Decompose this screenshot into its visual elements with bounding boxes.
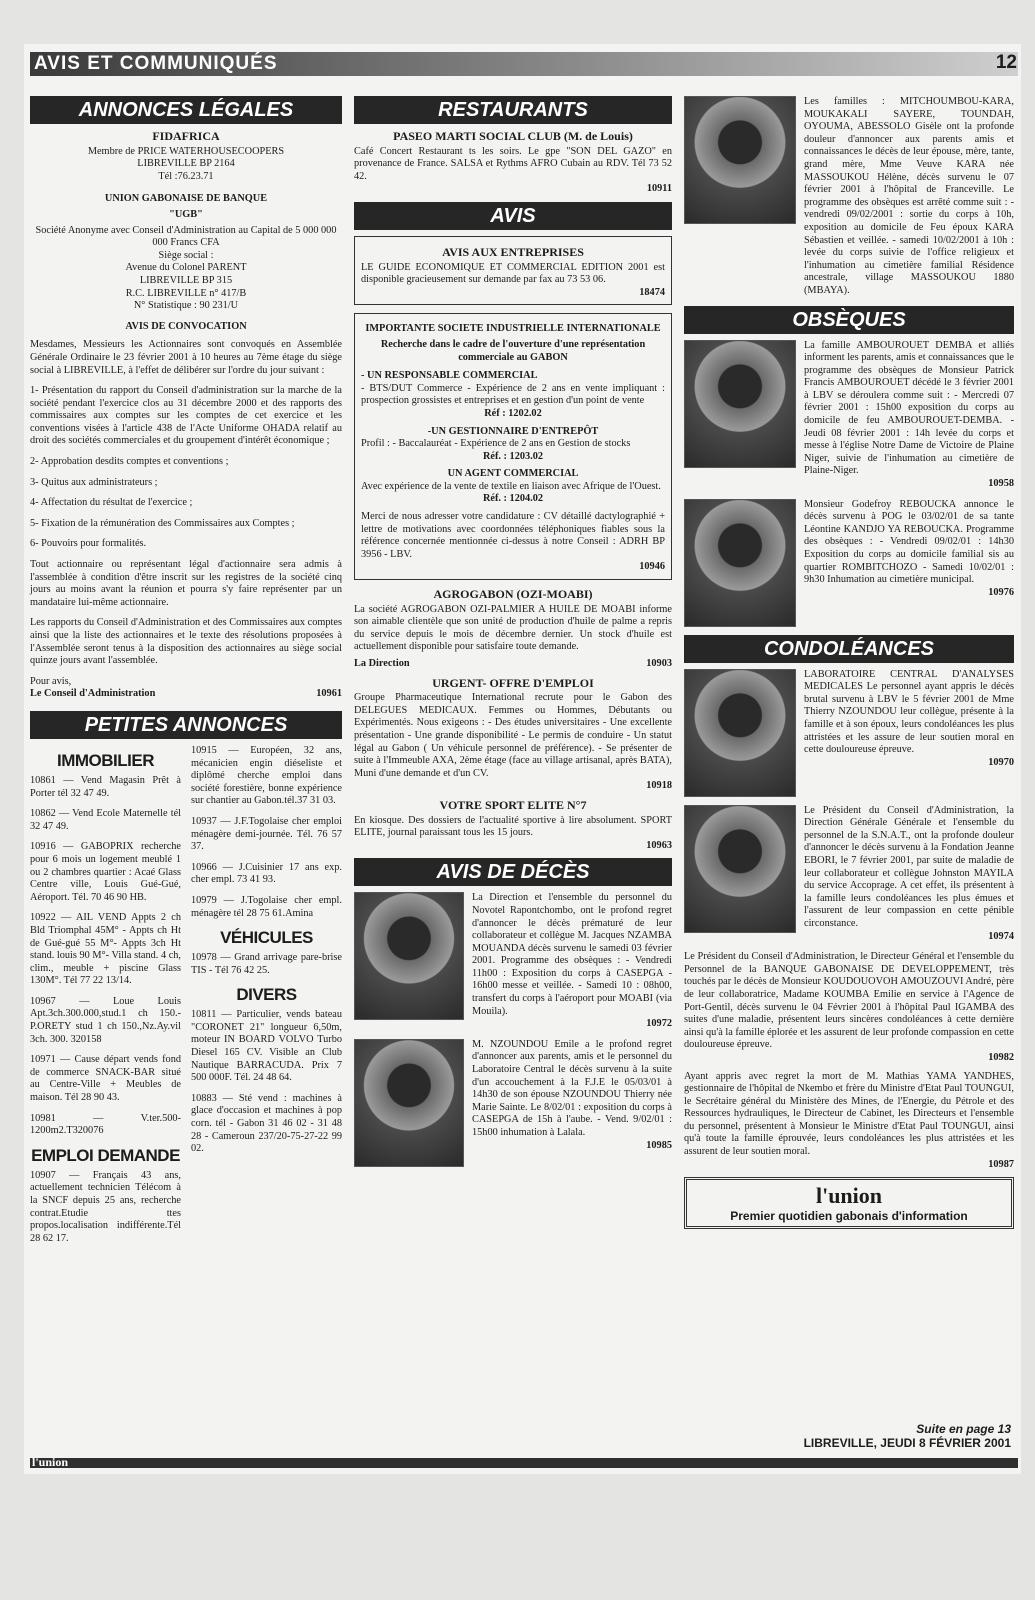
band-condoleances: CONDOLÉANCES bbox=[684, 635, 1014, 663]
section-header-bar bbox=[30, 52, 1018, 76]
job-close: Merci de nous adresser votre candidature : CV détaillé dactylographié + lettre de motivations avec coordonnées téléphoniques fiables sous la référence concernée mentionnée ci-dessus à notre Conseil : ADRH BP 3956 - LBV. bbox=[361, 511, 665, 560]
band-restaurants: RESTAURANTS bbox=[354, 96, 672, 124]
classified-ad: 10922 — AIL VEND Appts 2 ch Bld Triomphal 45M° - Appts ch Ht de Gué-gué 55 M°- Appts 3ch Ht stand. louis 90 M°- Villa stand. 4 ch, clim., meuble + piscine Glass 130M°. Tél 77 22 13/14. bbox=[30, 912, 181, 987]
heading-vehicules: VÉHICULES bbox=[220, 928, 313, 948]
ad-title: URGENT- OFFRE D'EMPLOI bbox=[432, 675, 594, 690]
ad-text: La société AGROGABON OZI-PALMIER A HUILE DE MOABI informe son aimable clientèle que son unité de production d'huile de palme a repris du service depuis le mois de décembre dernier. Un stock d'huile est actuellement disponible pour satisfaire toute demande. bbox=[354, 603, 672, 653]
job-reference: Réf. : 1204.02 bbox=[482, 493, 544, 505]
funeral-notice bbox=[684, 499, 1014, 627]
portrait-photo bbox=[354, 892, 464, 1020]
fidafrica-line: Membre de PRICE WATERHOUSECOOPERS bbox=[87, 145, 285, 157]
portrait-photo bbox=[684, 499, 796, 627]
ugb-line: N° Statistique : 90 231/U bbox=[133, 300, 239, 312]
band-avis-deces: AVIS DE DÉCÈS bbox=[354, 858, 672, 886]
ad-reference: 10976 bbox=[988, 586, 1014, 598]
death-notice bbox=[354, 1039, 672, 1167]
paragraph: Tout actionnaire ou représentant légal d'actionnaire sera admis à l'assemblée à condition d'être inscrit sur les registres de la société cinq jours au moins avant la réunion et pourra s'y faire représenter par un mandataire lui-même actionnaire. bbox=[30, 559, 342, 608]
job-offer-box bbox=[354, 313, 672, 580]
classified-ad: 10883 — Sté vend : machines à glace d'occasion et machines à pop corn. tél - Gabon 31 46 02 - 31 48 28 - Cameroun 237/20-75-27-22 99 02. bbox=[191, 1092, 342, 1155]
ad-signature: La Direction bbox=[354, 658, 410, 669]
ad-text: Café Concert Restaurant ts les soirs. Le gpe "SON DEL GAZO" en provenance de France. SALSA et Rythms AFRO Cubain au RDV. Tél 73 52 42. bbox=[354, 145, 672, 182]
ad-subtitle: Recherche dans le cadre de l'ouverture d'une représentation commerciale au GABON bbox=[380, 338, 646, 363]
job-text: Profil : - Baccalauréat - Expérience de 2 ans en Gestion de stocks bbox=[361, 438, 631, 450]
ad-text: En kiosque. Des dossiers de l'actualité sportive à lire absolument. SPORT ELITE, journal paraissant tous les 15 jours. bbox=[354, 814, 672, 839]
family-notice bbox=[684, 96, 1014, 298]
paragraph: Les rapports du Conseil d'Administration et des Commissaires aux comptes ainsi que la liste des actionnaires et le texte des résolutions proposées à l'Assemblée seront tenus à la disposition des actionnaires au siège social quinze jours avant l'assemblée. bbox=[30, 617, 342, 667]
job-title: - UN RESPONSABLE COMMERCIAL bbox=[361, 370, 538, 382]
paragraph: 1- Présentation du rapport du Conseil d'administration sur la marche de la société pendant l'exercice clos au 31 décembre 2000 et des rapports des commissaires aux comptes sur les comptes de cet exercice et les conventions visées à l'article 438 de l'Acte Uniforme OHADA relatif au droit des sociétés commerciales et du groupement d'intérêt économique ; bbox=[30, 385, 342, 447]
notice-text: Les familles : MITCHOUMBOU-KARA, MOUKAKALI SAYERE, TOUNDAH, OYOUMA, ABESSOLO Gisèle ont la profonde douleur d'annoncer aux parents amis et connaissances le décès de leur épouse, mère, tante, grand mère, Mme Veuve KARA née MASSOUKOU Hélène, décès survenu le 07 février 2001 à l'hôpital de Franceville. Le programme des obsèques est arrêté comme suit : - vendredi 09/02/2001 : sortie du corps à 10h, exposition au domicile de Feu époux KARA Sébastien et veillée. - samedi 10/02/2001 à 10h : levée du corps suivie de l'office religieux et l'inhumation au cimetière familial Résidence ancestrale, village MASSOUKOU 1880 (MBAYA). bbox=[804, 96, 1014, 296]
condolence-notice bbox=[684, 805, 1014, 944]
notice-text: La famille AMBOUROUET DEMBA et alliés informent les parents, amis et connaissances que le programme des obsèques de Monsieur Patrick Francis AMBOUROUET décédé le 3 février 2001 à LBV se déroulera comme suit : - Mercredi 07 février 2001 : 15h00 exposition du corps au domicile de feu AMBOUROUET-DEMBA. - Jeudi 08 février 2001 : 14h levée du corps et messe à l'église Notre Dame de Victoire de Plaine Niger, suivie de l'inhumation au cimetière de Plaine-Niger. bbox=[804, 339, 1014, 477]
band-annonces-legales: ANNONCES LÉGALES bbox=[30, 96, 342, 124]
column-legal bbox=[30, 96, 342, 1253]
column-obseques bbox=[684, 96, 1014, 1229]
newspaper-page bbox=[24, 44, 1021, 1474]
ad-title: AVIS AUX ENTREPRISES bbox=[442, 244, 584, 259]
classified-ad: 10907 — Français 43 ans, actuellement technicien Télécom à la SNCF depuis 25 ans, recherche contrat.Etudie ttes propos.localisation indifférente.Tél 28 62 17. bbox=[30, 1169, 181, 1244]
paragraph: 2- Approbation desdits comptes et conventions ; bbox=[30, 456, 229, 468]
footer-brand: l'union bbox=[32, 1455, 69, 1469]
paragraph: Mesdames, Messieurs les Actionnaires sont convoqués en Assemblée Générale Ordinaire le 23 février 2001 à 10 heures au 7ème étage du siège social à LIBREVILLE, à l'effet de délibérer sur l'ordre du jour suivant : bbox=[30, 339, 342, 376]
ad-reference: 10963 bbox=[646, 839, 672, 851]
column-avis bbox=[354, 96, 672, 1175]
heading-immobilier: IMMOBILIER bbox=[57, 750, 154, 770]
notice-text: Le Président du Conseil d'Administration, le Directeur Général et l'ensemble du Personnel de la BANQUE GABONAISE DE DEVELOPPEMENT, très touchés par le décès de Monsieur KOUDOUOVOH AMOUZOUVI André, père de leur collaboratrice, Madame KOUMBA Emilie en service à l'Agence de Port-Gentil, décès survenu le 04 Février 2001 à l'hôpital Paul IGAMBA des suites d'une maladie, présentent leurs sincères condoléances à cette dernière ainsi qu'à la famille éplorée et les assurent de leur profonde compassion en cette douloureuse épreuve. bbox=[684, 951, 1014, 1051]
continued-note: Suite en page 13 bbox=[916, 1422, 1011, 1436]
union-logo: l'union bbox=[815, 1183, 883, 1209]
band-obseques: OBSÈQUES bbox=[684, 306, 1014, 334]
paragraph: 6- Pouvoirs pour formalités. bbox=[30, 538, 147, 550]
dateline: LIBREVILLE, JEUDI 8 FÉVRIER 2001 bbox=[803, 1436, 1011, 1450]
notice-text: Ayant appris avec regret la mort de M. Mathias YAMA YANDHES, gestionnaire de l'hôpital de Nkembo et frère du Ministre d'Etat Paul TOUNGUI, le Secrétaire général du Ministère des Mines, de l'Energie, du Pétrole et des Ressources hydrauliques, le Directeur de Cabinet, les Directeurs et l'ensemble du personnel, présentent à Monsieur le Ministre d'Etat Paul TOUNGUI, ainsi qu'à toute la famille éprouvée, leurs condoléances les plus attristées et les assurent de leur soutien moral. bbox=[684, 1070, 1014, 1158]
notice-text: M. NZOUNDOU Emile a le profond regret d'annoncer aux parents, amis et le personnel du Laboratoire Central le décès survenu à la suite d'un accouchement à la F.J.E le 05/03/01 à 14h30 de son épouse NZOUNDOU Thierry née Marie Sainte. Le 8/02/01 : exposition du corps à CASEPGA de 15h à l'aube. - Vend. 9/02/01 : 15h00 inhumation à Lalala. bbox=[472, 1038, 672, 1138]
ad-text: Groupe Pharmaceutique International recrute pour le Gabon des DELEGUES MEDICAUX. Femmes ou Hommes, Débutants ou Expérimentés. Nous exigeons : - Des études universitaires - Une excellente présentation - Une grande disponibilité - Le permis de conduire - Un statut légal au Gabon ( Un véhicule personnel de préférence). - Se présenter de suite à l'Immeuble AXA, 2ème étage (face au village artisanal, après BATA), Muni d'une demande et d'un CV. bbox=[354, 692, 672, 779]
classified-ad: 10862 — Vend Ecole Maternelle tél 32 47 49. bbox=[30, 808, 181, 832]
classified-ad: 10861 — Vend Magasin Prêt à Porter tél 32 47 49. bbox=[30, 774, 181, 799]
fidafrica-title: FIDAFRICA bbox=[152, 129, 220, 143]
classified-ad: 10978 — Grand arrivage pare-brise TIS - Tél 76 42 25. bbox=[191, 952, 342, 976]
paragraph: 3- Quitus aux administrateurs ; bbox=[30, 476, 158, 488]
job-reference: Réf : 1202.02 bbox=[484, 407, 542, 419]
ad-reference: 10970 bbox=[988, 756, 1014, 768]
classified-ad: 10937 — J.F.Togolaise cher emploi ménagère demi-journée. Tél. 76 57 37. bbox=[191, 815, 342, 853]
convocation-title: AVIS DE CONVOCATION bbox=[125, 320, 247, 332]
ad-reference: 10946 bbox=[639, 561, 665, 573]
classified-ad: 10981 — V.ter.500-1200m2.T320076 bbox=[30, 1112, 181, 1137]
ad-text: LE GUIDE ECONOMIQUE ET COMMERCIAL EDITION 2001 est disponible gracieusement sur demande par fax au 73 53 06. bbox=[361, 261, 665, 286]
paragraph: 4- Affectation du résultat de l'exercice ; bbox=[30, 497, 193, 509]
ugb-block bbox=[30, 193, 342, 333]
union-tagline: Premier quotidien gabonais d'information bbox=[730, 1209, 968, 1224]
ad-reference: 18474 bbox=[639, 286, 665, 298]
fidafrica-block bbox=[30, 130, 342, 183]
ugb-line: Siège social : bbox=[158, 249, 214, 261]
portrait-photo bbox=[684, 669, 796, 797]
ad-title: AGROGABON (OZI-MOABI) bbox=[433, 587, 593, 602]
union-promo-box bbox=[684, 1177, 1014, 1229]
closing-line: Pour avis, bbox=[30, 675, 72, 687]
portrait-photo bbox=[354, 1039, 464, 1167]
ugb-title: UNION GABONAISE DE BANQUE bbox=[104, 193, 268, 205]
funeral-notice bbox=[684, 340, 1014, 491]
section-title: AVIS ET COMMUNIQUÉS bbox=[34, 53, 278, 74]
heading-emploi-demande: EMPLOI DEMANDE bbox=[31, 1145, 180, 1165]
heading-divers: DIVERS bbox=[236, 985, 297, 1005]
portrait-photo bbox=[684, 96, 796, 224]
job-title: -UN GESTIONNAIRE D'ENTREPÔT bbox=[427, 425, 599, 437]
footer-info bbox=[804, 1422, 1011, 1450]
ad-title: PASEO MARTI SOCIAL CLUB (M. de Louis) bbox=[393, 129, 633, 143]
fidafrica-line: Tél :76.23.71 bbox=[158, 170, 214, 182]
avis-entreprises-box bbox=[354, 236, 672, 305]
fidafrica-line: LIBREVILLE BP 2164 bbox=[137, 158, 235, 170]
ad-reference: 10987 bbox=[988, 1158, 1014, 1170]
ad-reference: 10972 bbox=[646, 1018, 672, 1030]
classified-col bbox=[30, 745, 181, 1253]
ugb-line: Société Anonyme avec Conseil d'Administration au Capital de 5 000 000 000 Francs CFA bbox=[35, 224, 337, 249]
notice-text: Le Président du Conseil d'Administration, la Direction Générale Générale et l'ensemble du personnel de la S.N.A.T., ont la profonde douleur d'annoncer le décès survenu à la Fondation Jeanne EBORI, le 7 février 2001, par suite de maladie de leur collaborateur et collègue Johnston MAYILA du service Accoprage. A cet effet, ils présentent à la famille leurs condoléances les plus émues et l'assurent de leur compassion en cette pénible circonstance. bbox=[804, 804, 1014, 929]
band-avis: AVIS bbox=[354, 202, 672, 230]
closing-signature: Le Conseil d'Administration bbox=[30, 688, 156, 700]
death-notice bbox=[354, 892, 672, 1031]
ugb-line: Avenue du Colonel PARENT bbox=[125, 262, 247, 274]
ad-reference: 10974 bbox=[988, 930, 1014, 942]
classified-ad: 10979 — J.Togolaise cher empl. ménagère tél 28 75 61.Amina bbox=[191, 894, 342, 919]
ad-reference: 10958 bbox=[988, 478, 1014, 490]
job-reference: Réf. : 1203.02 bbox=[482, 450, 544, 462]
band-petites-annonces: PETITES ANNONCES bbox=[30, 711, 342, 739]
classified-ad: 10966 — J.Cuisinier 17 ans exp. cher empl. 73 41 93. bbox=[191, 861, 342, 886]
ad-title: VOTRE SPORT ELITE N°7 bbox=[439, 797, 587, 812]
classifieds bbox=[30, 745, 342, 1253]
paragraph: 5- Fixation de la rémunération des Commissaires aux Comptes ; bbox=[30, 517, 295, 529]
classified-ad: 10916 — GABOPRIX recherche pour 6 mois un logement meublé 1 ou 2 chambres quartier : Acaé Glass Centre ville, Louis Gué-Gué, Aéroport. Tél. 70 46 90 HB. bbox=[30, 841, 181, 903]
ad-title: IMPORTANTE SOCIETE INDUSTRIELLE INTERNATIONALE bbox=[365, 323, 661, 335]
classified-ad: 10971 — Cause départ vends fond de commerce SNACK-BAR situé au Centre-Ville + Meubles de maison. Tél 28 90 43. bbox=[30, 1054, 181, 1104]
condolence-notice bbox=[684, 669, 1014, 797]
notice-text: Monsieur Godefroy REBOUCKA annonce le décès survenu à POG le 03/02/01 de sa tante Léontine KANDJO YA REBOUCKA. Programme des obsèques : - Vendredi 09/02/01 : 14h30 Exposition du corps au domicile familial sis au quartier ROMBITCHOZO - Samedi 10/02/01 : 9h30 Inhumation au cimetière municipal. bbox=[804, 498, 1014, 586]
ugb-line: R.C. LIBREVILLE n° 417/B bbox=[125, 287, 247, 299]
ad-reference: 10903 bbox=[646, 658, 672, 669]
convocation-body bbox=[30, 339, 342, 701]
job-text: - BTS/DUT Commerce - Expérience de 2 ans en vente impliquant : prospection grossistes et entreprises et en gestion d'un point de vente bbox=[361, 382, 665, 407]
page-number: 12 bbox=[995, 52, 1017, 73]
job-text: Avec expérience de la vente de textile en liaison avec Afrique de l'Ouest. bbox=[361, 480, 661, 492]
ad-reference: 10982 bbox=[988, 1051, 1014, 1063]
portrait-photo bbox=[684, 340, 796, 468]
job-title: UN AGENT COMMERCIAL bbox=[447, 468, 579, 480]
ad-reference: 10985 bbox=[646, 1139, 672, 1151]
ad-reference: 10918 bbox=[646, 780, 672, 792]
classified-ad: 10967 — Loue Louis Apt.3ch.300.000,stud.1 ch 150.- P.ORETY stud 1 ch 150.,Nz.Ay.vil 3ch. 300. 320158 bbox=[30, 995, 181, 1045]
classified-ad: 10811 — Particulier, vends bateau "CORONET 21" longueur 6,50m, moteur IN BOARD VOLVO Turbo Diesel 165 CV. Visible an Club Nautique BARRACUDA. Prix 7 500 000F. Tél. 24 48 64. bbox=[191, 1009, 342, 1084]
footer-bar bbox=[30, 1455, 1018, 1469]
classified-ad: 10915 — Européen, 32 ans, mécanicien engin diéseliste et diplômé cherche emploi dans société forestière, bonne expérience sur chantier au Gabon.tél.37 31 03. bbox=[191, 744, 342, 807]
ad-reference: 10911 bbox=[646, 183, 672, 195]
portrait-photo bbox=[684, 805, 796, 933]
classified-col bbox=[191, 745, 342, 1253]
notice-text: LABORATOIRE CENTRAL D'ANALYSES MEDICALES Le personnel ayant appris le décès brutal survenu à LBV le 5 février 2001 de Mme Thierry NZOUNDOU leur collègue, présente à la famille et à son époux, leurs condoléances les plus attristées et les assure de leur soutien moral en cette douloureuse épreuve. bbox=[804, 668, 1014, 756]
notice-text: La Direction et l'ensemble du personnel du Novotel Rapontchombo, ont le profond regret d'annoncer le décès prématuré de leur collaborateur et collègue M. Jacques NZAMBA MOUANDA décès survenu le samedi 03 février 2001. Programme des obsèques : - Vendredi 11h00 : Exposition du corps à CASEPGA - 16h00 messe et veillée. - Samedi 10 : 08h00, transfert du corps à l'aéroport pour MOABI (via Mouila). bbox=[472, 892, 672, 1017]
ad-reference: 10961 bbox=[316, 688, 342, 700]
ugb-line: LIBREVILLE BP 315 bbox=[139, 274, 233, 286]
ugb-acronym: "UGB" bbox=[169, 208, 203, 220]
